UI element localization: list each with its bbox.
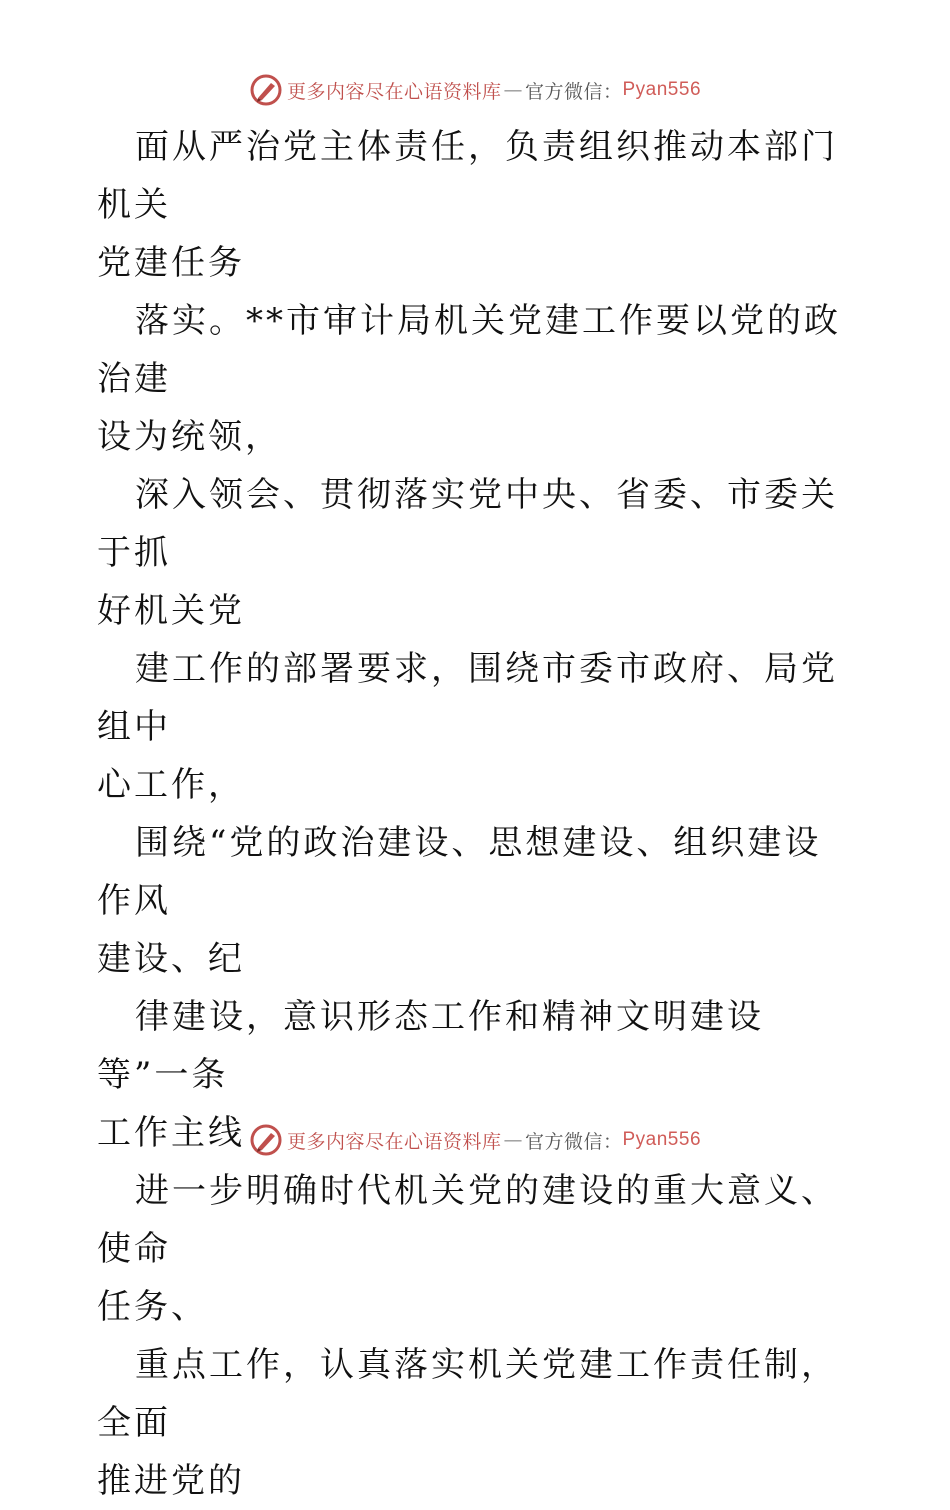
paragraph [97,118,857,292]
paragraph [97,640,857,814]
pen-logo-icon [249,1123,283,1157]
header-banner [0,70,950,110]
paragraph-line-wrap: 任务、 [97,1287,208,1327]
paragraph-line: 落实。**市审计局机关党建工作要以党的政治建 [97,301,841,399]
paragraph-line: 律建设，意识形态工作和精神文明建设等”一条 [97,997,764,1095]
paragraph [97,292,857,466]
banner-separator: — [503,79,523,101]
paragraph [97,814,857,988]
paragraph-line: 进一步明确时代机关党的建设的重大意义、使命 [97,1171,838,1269]
paragraph-line-wrap: 建设、纪 [97,939,245,979]
paragraph [97,466,857,640]
paragraph-line: 面从严治党主体责任，负责组织推动本部门机关 [97,127,838,225]
paragraph-line-wrap: 心工作， [97,765,245,805]
banner-wechat-id: Pyan556 [622,79,702,100]
banner-wechat-id: Pyan556 [622,1129,702,1150]
paragraph-line-wrap: 工作主线 [97,1113,245,1153]
banner-separator: — [503,1129,523,1151]
paragraph-line: 建工作的部署要求，围绕市委市政府、局党组中 [97,649,838,747]
paragraph-line-wrap: 党建任务 [97,243,245,283]
paragraph [97,1336,857,1510]
paragraph-line-wrap: 推进党的 [97,1461,245,1501]
paragraph-line: 围绕“党的政治建设、思想建设、组织建设作风 [97,823,822,921]
banner-wechat-label: 官方微信： [524,1130,623,1153]
paragraph-line: 深入领会、贯彻落实党中央、省委、市委关于抓 [97,475,838,573]
document-body [97,118,857,1510]
banner-brand-text: 更多内容尽在心语资料库 [286,1130,502,1153]
paragraph [97,1162,857,1336]
paragraph-line: 重点工作，认真落实机关党建工作责任制，全面 [97,1345,838,1443]
paragraph-line-wrap: 设为统领， [97,417,282,457]
pen-logo-icon [249,73,283,107]
footer-banner [0,1120,950,1160]
banner-wechat-label: 官方微信： [524,80,623,103]
paragraph-line-wrap: 好机关党 [97,591,245,631]
banner-brand-text: 更多内容尽在心语资料库 [286,80,502,103]
